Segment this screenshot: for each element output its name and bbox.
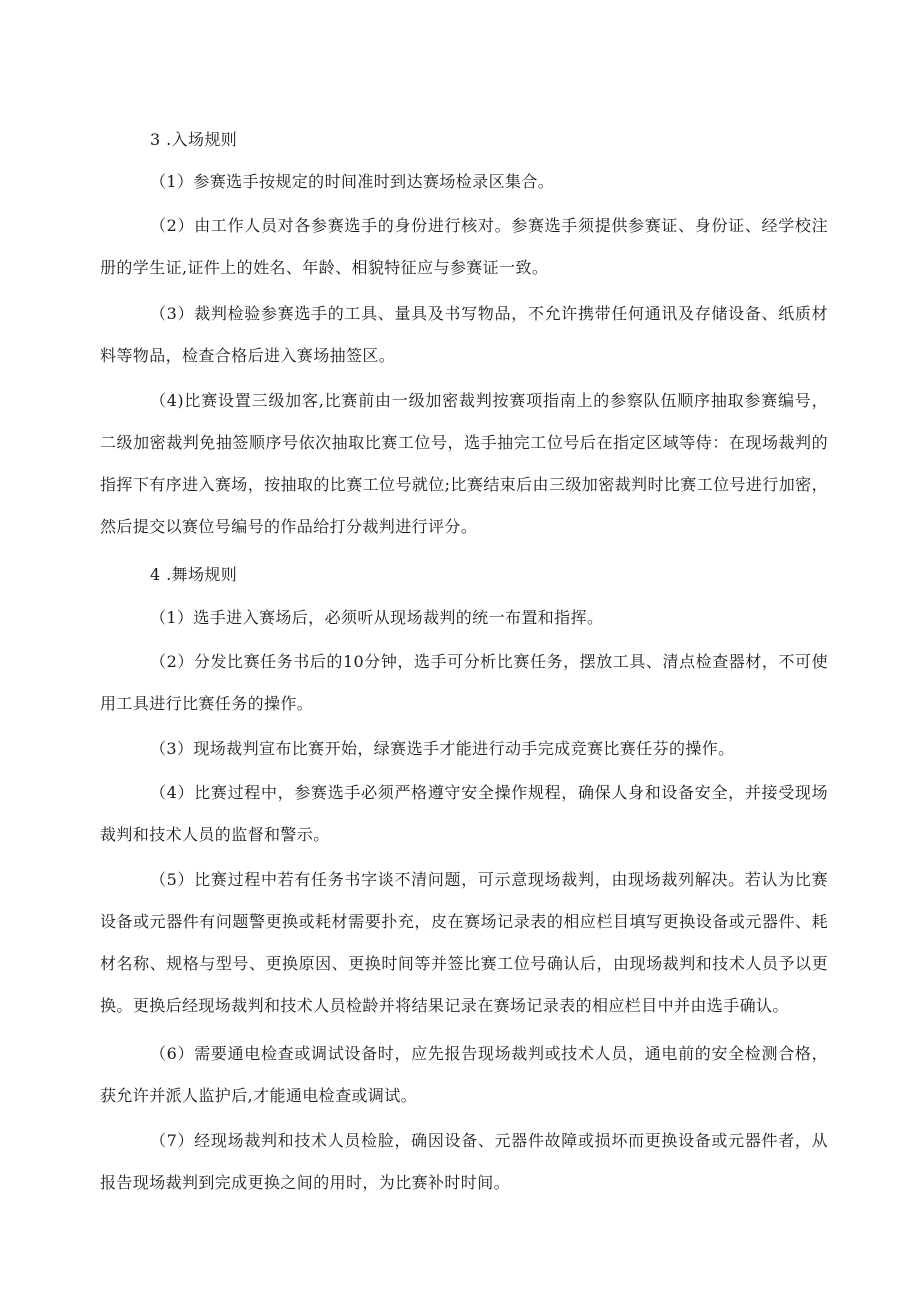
section-4-item-7: （7）经现场裁判和技术人员检脸，确因设备、元器件故障或损坏而更换设备或元器件者，从报告现场裁判到完成更换之间的用时，为比赛补时时间。	[100, 1131, 828, 1192]
section-3-item-3: （3）裁判检验参赛选手的工具、量具及书写物品，不允许携带任何通讯及存储设备、纸质材料等物品，检查合格后进入赛场抽签区。	[100, 304, 828, 365]
section-4-item-4: （4）比赛过程中，参赛选手必须严格遵守安全操作规程，确保人身和设备安全，并接受现场裁判和技术人员的监督和警示。	[100, 783, 828, 844]
section-3-heading: 3 .入场规则	[150, 130, 238, 149]
section-4-item-3: （3）现场裁判宣布比赛开始，绿赛选手才能进行动手完成竞赛比赛任芬的操作。	[150, 739, 735, 758]
section-4-item-1: （1）选手进入赛场后，必须听从现场裁判的统一布置和指挥。	[150, 608, 604, 627]
section-3-item-4: （4)比赛设置三级加客,比赛前由一级加密裁判按赛项指南上的参察队伍顺序抽取参赛编号，二级加密裁判免抽签顺序号依次抽取比赛工位号，选手抽完工位号后在指定区域等侍：在现场裁判的指挥下有序进入赛场，按抽取的比赛工位号就位;比赛结束后由三级加密裁判时比赛工位号进行加密，然后提交以赛位号编号的作品给打分裁判进行评分。	[100, 391, 828, 536]
section-4-item-5: （5）比赛过程中若有任务书字谈不清问题，可示意现场裁判，由现场裁列解决。若认为比赛设备或元器件有问题警更换或耗材需要扑充，皮在赛场记录表的相应栏目填写更换设备或元器件、耗材名称、规格与型号、更换原因、更换时间等并签比赛工位号确认后，由现场裁判和技术人员予以更换。更换后经现场裁判和技术人员检龄并将结果记录在赛场记录表的相应栏目中并由选手确认。	[100, 870, 828, 1015]
section-3-item-2: （2）由工作人员对各参赛选手的身份进行核对。参赛选手须提供参赛证、身份证、经学校注册的学生证,证件上的姓名、年龄、相貌特征应与参赛证一致。	[100, 216, 828, 277]
section-4-heading: 4 .舞场规则	[150, 565, 238, 584]
section-3-item-1: （1）参赛选手按规定的时间准时到达赛场检录区集合。	[150, 172, 555, 191]
section-4-item-6: （6）需要通电检查或调试设备时，应先报告现场裁判或技术人员，通电前的安全检测合格，获允许并派人监护后,才能通电检查或调试。	[100, 1044, 828, 1105]
section-4-item-2: （2）分发比赛任务书后的10分钟，选手可分析比赛任务，摆放工具、清点检查器材，不可使用工具进行比赛任务的操作。	[100, 652, 828, 713]
